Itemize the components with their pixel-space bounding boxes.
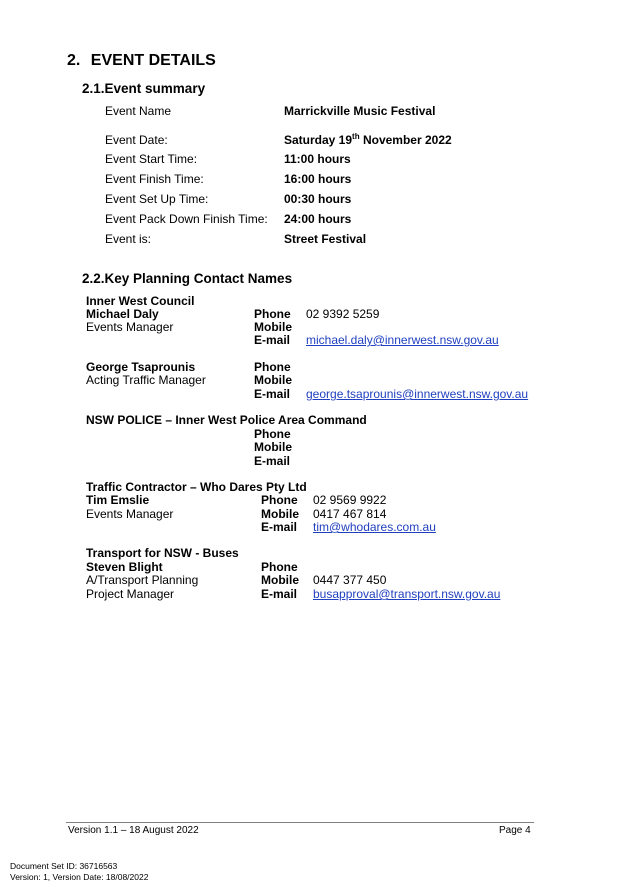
contact-phone: 02 9392 5259 bbox=[306, 307, 380, 321]
mobile-label: Mobile bbox=[254, 320, 292, 334]
mobile-label: Mobile bbox=[261, 573, 299, 587]
summary-value-event-name: Marrickville Music Festival bbox=[284, 104, 436, 118]
phone-label: Phone bbox=[261, 560, 298, 574]
email-label: E-mail bbox=[261, 587, 298, 601]
footer-version: Version 1.1 – 18 August 2022 bbox=[68, 825, 199, 836]
contact-name: Steven Blight bbox=[86, 560, 163, 574]
email-label: E-mail bbox=[254, 454, 291, 468]
summary-title: Event summary bbox=[104, 81, 206, 96]
section-heading bbox=[67, 52, 216, 70]
contact-email-link[interactable]: busapproval@transport.nsw.gov.au bbox=[313, 587, 501, 601]
document-version: Version: 1, Version Date: 18/08/2022 bbox=[10, 872, 149, 882]
document-set-id: Document Set ID: 36716563 bbox=[10, 861, 118, 871]
contact-org: Traffic Contractor – Who Dares Pty Ltd bbox=[86, 480, 307, 494]
contact-email-link[interactable]: michael.daly@innerwest.nsw.gov.au bbox=[306, 333, 499, 347]
contact-role: A/Transport Planning bbox=[86, 573, 199, 587]
section-number: 2. bbox=[67, 52, 81, 69]
summary-heading bbox=[82, 81, 205, 96]
footer-page-number: Page 4 bbox=[499, 825, 531, 836]
contact-mobile: 0417 467 814 bbox=[313, 507, 387, 521]
contact-role: Acting Traffic Manager bbox=[86, 373, 206, 387]
footer-divider bbox=[66, 822, 534, 823]
mobile-label: Mobile bbox=[254, 373, 292, 387]
contact-role: Events Manager bbox=[86, 320, 174, 334]
mobile-label: Mobile bbox=[254, 440, 292, 454]
summary-value-finish-time: 16:00 hours bbox=[284, 172, 352, 186]
contact-name: Michael Daly bbox=[86, 307, 159, 321]
summary-value-event-is: Street Festival bbox=[284, 232, 367, 246]
contact-phone: 02 9569 9922 bbox=[313, 493, 387, 507]
contact-role: Events Manager bbox=[86, 507, 174, 521]
summary-value-start-time: 11:00 hours bbox=[284, 152, 351, 166]
contact-name: Tim Emslie bbox=[86, 493, 150, 507]
contact-name: George Tsaprounis bbox=[86, 360, 196, 374]
summary-label-packdown-time: Event Pack Down Finish Time: bbox=[105, 212, 268, 226]
contact-org: Inner West Council bbox=[86, 294, 195, 308]
contacts-number: 2.2. bbox=[82, 271, 105, 286]
contacts-heading bbox=[82, 271, 292, 286]
email-label: E-mail bbox=[254, 333, 291, 347]
contact-mobile: 0447 377 450 bbox=[313, 573, 387, 587]
phone-label: Phone bbox=[254, 360, 291, 374]
contact-role: Project Manager bbox=[86, 587, 175, 601]
summary-value-packdown-time: 24:00 hours bbox=[284, 212, 352, 226]
summary-number: 2.1. bbox=[82, 81, 105, 96]
contacts-title: Key Planning Contact Names bbox=[104, 271, 293, 286]
summary-label-event-is: Event is: bbox=[105, 232, 152, 246]
section-title: EVENT DETAILS bbox=[90, 52, 216, 69]
summary-value-setup-time: 00:30 hours bbox=[284, 192, 352, 206]
email-label: E-mail bbox=[254, 387, 291, 401]
email-label: E-mail bbox=[261, 520, 298, 534]
phone-label: Phone bbox=[254, 307, 291, 321]
summary-label-event-date: Event Date: bbox=[105, 133, 168, 147]
phone-label: Phone bbox=[254, 427, 291, 441]
summary-label-start-time: Event Start Time: bbox=[105, 152, 198, 166]
summary-label-event-name: Event Name bbox=[105, 104, 172, 118]
mobile-label: Mobile bbox=[261, 507, 299, 521]
summary-label-finish-time: Event Finish Time: bbox=[105, 172, 204, 186]
contact-org: Transport for NSW - Buses bbox=[86, 546, 239, 560]
contact-email-link[interactable]: tim@whodares.com.au bbox=[313, 520, 436, 534]
summary-value-event-date: Saturday 19th November 2022 bbox=[284, 132, 452, 147]
phone-label: Phone bbox=[261, 493, 298, 507]
contact-org: NSW POLICE – Inner West Police Area Command bbox=[86, 413, 367, 427]
contact-email-link[interactable]: george.tsaprounis@innerwest.nsw.gov.au bbox=[306, 387, 529, 401]
summary-label-setup-time: Event Set Up Time: bbox=[105, 192, 209, 206]
